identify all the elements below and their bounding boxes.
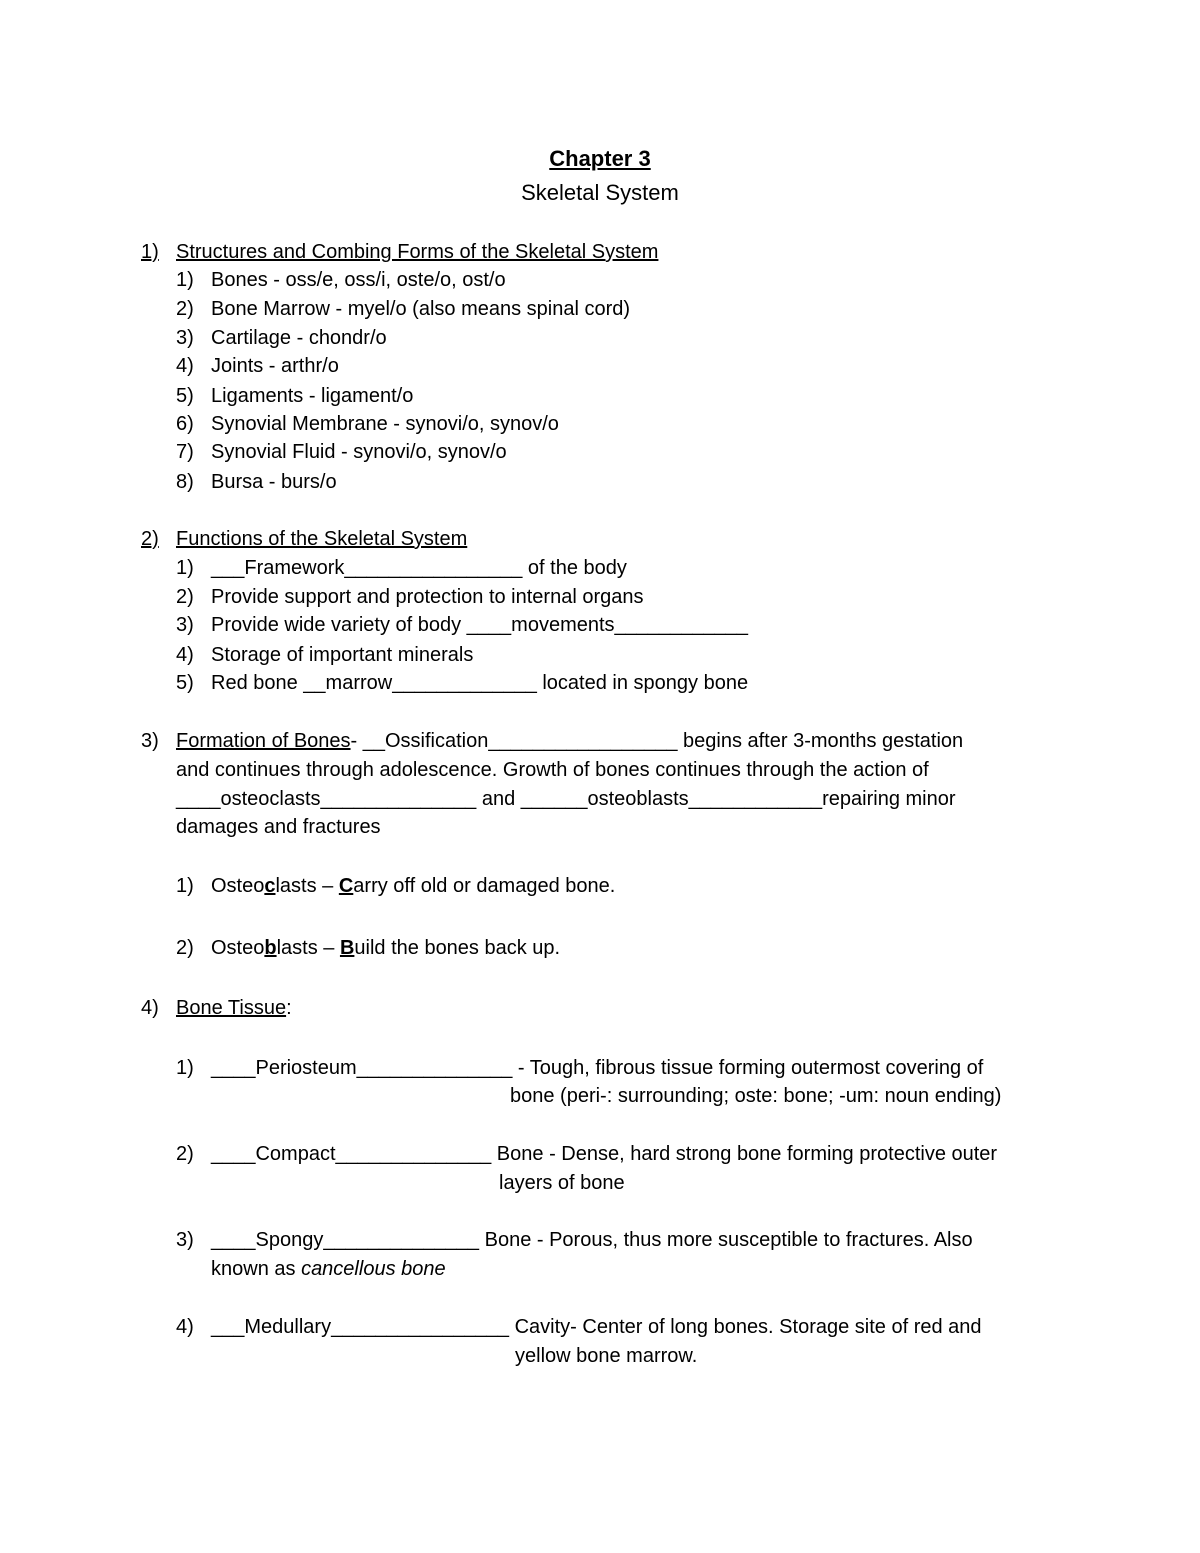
term-middle: lasts –: [276, 937, 340, 959]
list-item: ___Framework________________ of the body: [211, 557, 627, 579]
list-item: [211, 936, 560, 960]
term-prefix: Osteo: [211, 937, 265, 959]
list-item-continuation: [211, 1257, 446, 1281]
term-definition: arry off old or damaged bone.: [353, 875, 616, 897]
heading-colon: :: [286, 997, 292, 1019]
term-highlight: b: [264, 937, 277, 959]
list-item-number: 5): [176, 672, 194, 694]
list-item-number: 1): [176, 557, 194, 579]
section-paragraph-line: ____osteoclasts______________ and ______osteoblasts____________repairing minor: [176, 788, 956, 810]
list-item: Ligaments - ligament/o: [211, 385, 414, 407]
section-paragraph-line: [176, 729, 963, 753]
list-item: ____Periosteum______________ - Tough, fibrous tissue forming outermost covering of: [211, 1057, 984, 1079]
list-item-continuation: yellow bone marrow.: [515, 1345, 698, 1367]
list-item: Storage of important minerals: [211, 644, 474, 666]
list-item: Cartilage - chondr/o: [211, 327, 387, 349]
list-item: Bone Marrow - myel/o (also means spinal cord): [211, 298, 631, 320]
list-item: Provide support and protection to internal organs: [211, 586, 644, 608]
term-prefix: Osteo: [211, 875, 265, 897]
list-item: ____Spongy______________ Bone - Porous, thus more susceptible to fractures. Also: [211, 1229, 973, 1251]
list-item: Red bone __marrow_____________ located in spongy bone: [211, 672, 749, 694]
section-text: - __Ossification_________________ begins after 3-months gestation: [350, 730, 964, 752]
list-item: Synovial Fluid - synovi/o, synov/o: [211, 441, 507, 463]
list-item-number: 3): [176, 1229, 194, 1251]
list-item: Bursa - burs/o: [211, 471, 337, 493]
continuation-text: known as: [211, 1258, 302, 1280]
italic-term: cancellous bone: [301, 1258, 446, 1280]
list-item-number: 7): [176, 441, 194, 463]
term-highlight: c: [264, 875, 276, 897]
page-subtitle: Skeletal System: [521, 180, 679, 205]
page-title: Chapter 3: [549, 146, 651, 171]
list-item-number: 3): [176, 614, 194, 636]
section-heading: Functions of the Skeletal System: [176, 528, 468, 550]
list-item-number: 8): [176, 471, 194, 493]
section-heading-line: [176, 996, 292, 1020]
list-item-number: 3): [176, 327, 194, 349]
list-item-number: 6): [176, 413, 194, 435]
section-number: 2): [141, 528, 159, 550]
section-paragraph-line: damages and fractures: [176, 816, 381, 838]
list-item: [211, 874, 615, 898]
term-highlight: C: [338, 875, 354, 897]
term-definition: uild the bones back up.: [354, 937, 561, 959]
list-item-number: 4): [176, 644, 194, 666]
term-middle: lasts –: [275, 875, 339, 897]
section-number: 1): [141, 241, 159, 263]
list-item: Synovial Membrane - synovi/o, synov/o: [211, 413, 559, 435]
list-item-number: 2): [176, 298, 194, 320]
section-heading: Formation of Bones: [176, 730, 351, 752]
list-item-number: 2): [176, 937, 194, 959]
section-heading: Structures and Combing Forms of the Skeletal System: [176, 241, 659, 263]
list-item-number: 1): [176, 269, 194, 291]
section-number: 4): [141, 997, 159, 1019]
list-item-number: 5): [176, 385, 194, 407]
list-item-number: 1): [176, 1057, 194, 1079]
list-item-number: 2): [176, 1143, 194, 1165]
list-item-number: 2): [176, 586, 194, 608]
term-highlight: B: [339, 937, 355, 959]
list-item: ___Medullary________________ Cavity- Center of long bones. Storage site of red and: [211, 1316, 982, 1338]
section-heading: Bone Tissue: [176, 997, 287, 1019]
list-item: Bones - oss/e, oss/i, oste/o, ost/o: [211, 269, 506, 291]
list-item-number: 1): [176, 875, 194, 897]
section-number: 3): [141, 730, 159, 752]
list-item: Joints - arthr/o: [211, 355, 339, 377]
list-item-number: 4): [176, 355, 194, 377]
list-item-number: 4): [176, 1316, 194, 1338]
list-item-continuation: bone (peri-: surrounding; oste: bone; -um: noun ending): [510, 1085, 1002, 1107]
list-item: Provide wide variety of body ____movements____________: [211, 614, 749, 636]
list-item: ____Compact______________ Bone - Dense, hard strong bone forming protective outer: [211, 1143, 998, 1165]
list-item-continuation: layers of bone: [499, 1172, 625, 1194]
section-paragraph-line: and continues through adolescence. Growth of bones continues through the action of: [176, 759, 929, 781]
